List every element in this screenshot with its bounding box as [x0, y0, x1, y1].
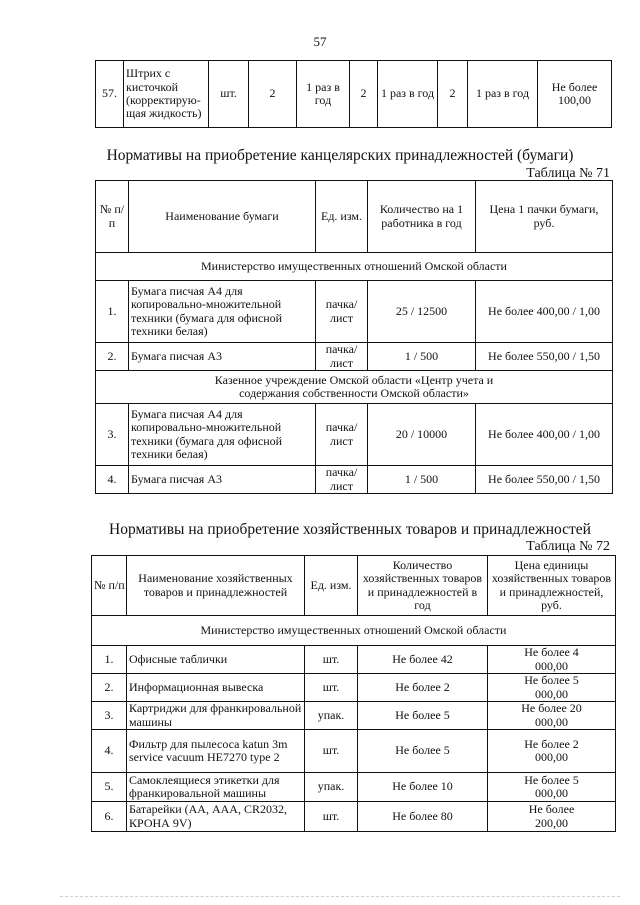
- item-name: Информационная вывеска: [127, 674, 305, 702]
- quantity: 20 / 10000: [368, 404, 476, 466]
- price-text: Не более 20 000,00: [521, 701, 582, 729]
- frequency-2: 1 раз в год: [378, 61, 438, 128]
- row-number: 3.: [92, 702, 127, 730]
- table-row: [96, 466, 613, 494]
- row-number: 2.: [92, 674, 127, 702]
- unit: пачка/ лист: [316, 404, 368, 466]
- table-row: [92, 730, 616, 773]
- quantity: 1 / 500: [368, 343, 476, 371]
- header-unit: Ед. изм.: [316, 181, 368, 253]
- header-unit: Ед. изм.: [305, 556, 358, 616]
- unit: шт.: [305, 730, 358, 773]
- item-name: Бумага писчая А3: [129, 343, 316, 371]
- section-heading-household: Нормативы на приобретение хозяйственных товаров и принадлежностей: [109, 521, 591, 538]
- price-text: Не более 200,00: [528, 802, 575, 830]
- row-number: 2.: [96, 343, 129, 371]
- table-row: [92, 702, 616, 730]
- price-text: Не более 4 000,00: [524, 645, 579, 673]
- row-number: 5.: [92, 773, 127, 802]
- unit: упак.: [305, 773, 358, 802]
- table-row: [92, 773, 616, 802]
- item-name: Самоклеящиеся этикетки для франкировальной машины: [127, 773, 305, 802]
- unit: шт.: [305, 674, 358, 702]
- row-number: 4.: [92, 730, 127, 773]
- table-row: [96, 61, 612, 128]
- table-household: [91, 555, 616, 832]
- row-number: 4.: [96, 466, 129, 494]
- table-row: [92, 674, 616, 702]
- table-row: [92, 802, 616, 832]
- quantity-1: 2: [249, 61, 297, 128]
- quantity: Не более 80: [358, 802, 488, 832]
- row-number: 3.: [96, 404, 129, 466]
- row-number: 1.: [92, 646, 127, 674]
- unit: шт.: [305, 802, 358, 832]
- price: [488, 730, 616, 773]
- item-name: Фильтр для пылесоса katun 3m service vacuum HE7270 type 2: [127, 730, 305, 773]
- unit: пачка/ лист: [316, 343, 368, 371]
- item-name: Штрих с кисточкой (корректирую-щая жидкость): [124, 61, 209, 128]
- table-label-71: Таблица № 71: [526, 166, 610, 181]
- item-name: Бумага писчая А3: [129, 466, 316, 494]
- section-heading-paper: Нормативы на приобретение канцелярских принадлежностей (бумаги): [106, 147, 574, 164]
- table-label-72: Таблица № 72: [526, 539, 610, 554]
- scan-edge-line: [60, 896, 620, 897]
- table-row: [96, 404, 613, 466]
- header-number: № п/п: [92, 556, 127, 616]
- price: [488, 802, 616, 832]
- item-name: Бумага писчая А4 для копировально-множительной техники (бумага для офисной техники белая): [129, 281, 316, 343]
- table-row: [92, 646, 616, 674]
- frequency-1: 1 раз в год: [297, 61, 350, 128]
- group-title: Министерство имущественных отношений Омской области: [96, 253, 613, 281]
- table-header-row: [92, 556, 616, 616]
- price: [488, 646, 616, 674]
- table-header-row: [96, 181, 613, 253]
- quantity: Не более 42: [358, 646, 488, 674]
- price: Не более 400,00 / 1,00: [476, 281, 613, 343]
- price: Не более 400,00 / 1,00: [476, 404, 613, 466]
- price-text: Не более 5 000,00: [524, 673, 579, 701]
- header-number: № п/п: [96, 181, 129, 253]
- unit: шт.: [305, 646, 358, 674]
- table-row: [96, 281, 613, 343]
- group-row: [96, 371, 613, 404]
- header-quantity: Количество на 1 работника в год: [368, 181, 476, 253]
- header-price: Цена единицы хозяйственных товаров и принадлежностей, руб.: [488, 556, 616, 616]
- group-title: Министерство имущественных отношений Омской области: [92, 616, 616, 646]
- price: [488, 674, 616, 702]
- quantity-2: 2: [350, 61, 378, 128]
- quantity: Не более 10: [358, 773, 488, 802]
- quantity: Не более 5: [358, 730, 488, 773]
- quantity: 1 / 500: [368, 466, 476, 494]
- header-name: Наименование хозяйственных товаров и принадлежностей: [127, 556, 305, 616]
- page-number: 57: [313, 34, 327, 49]
- price: Не более 550,00 / 1,50: [476, 466, 613, 494]
- group-row: [92, 616, 616, 646]
- item-name: Картриджи для франкировальной машины: [127, 702, 305, 730]
- unit: упак.: [305, 702, 358, 730]
- group-row: [96, 253, 613, 281]
- group-title-text: Казенное учреждение Омской области «Центр учета и содержания собственности Омской области»: [214, 372, 494, 400]
- header-name: Наименование бумаги: [129, 181, 316, 253]
- header-quantity: Количество хозяйственных товаров и принадлежностей в год: [358, 556, 488, 616]
- quantity: Не более 2: [358, 674, 488, 702]
- row-number: 6.: [92, 802, 127, 832]
- header-price: Цена 1 пачки бумаги, руб.: [476, 181, 613, 253]
- item-name: Батарейки (АА, ААА, CR2032, КРОНА 9V): [127, 802, 305, 832]
- table-paper: [95, 180, 613, 494]
- row-number: 1.: [96, 281, 129, 343]
- price: [488, 773, 616, 802]
- quantity: Не более 5: [358, 702, 488, 730]
- quantity-3: 2: [438, 61, 468, 128]
- frequency-3: 1 раз в год: [468, 61, 538, 128]
- price: [488, 702, 616, 730]
- unit: шт.: [209, 61, 249, 128]
- row-number: 57.: [96, 61, 124, 128]
- unit: пачка/ лист: [316, 281, 368, 343]
- price-text: Не более 5 000,00: [524, 772, 579, 800]
- price-text: Не более 2 000,00: [524, 736, 579, 764]
- group-title: [96, 371, 613, 404]
- price: Не более 100,00: [538, 61, 612, 128]
- table-continuation: [95, 60, 612, 128]
- item-name: Офисные таблички: [127, 646, 305, 674]
- unit: пачка/ лист: [316, 466, 368, 494]
- table-row: [96, 343, 613, 371]
- quantity: 25 / 12500: [368, 281, 476, 343]
- price: Не более 550,00 / 1,50: [476, 343, 613, 371]
- item-name: Бумага писчая А4 для копировально-множительной техники (бумага для офисной техники белая): [129, 404, 316, 466]
